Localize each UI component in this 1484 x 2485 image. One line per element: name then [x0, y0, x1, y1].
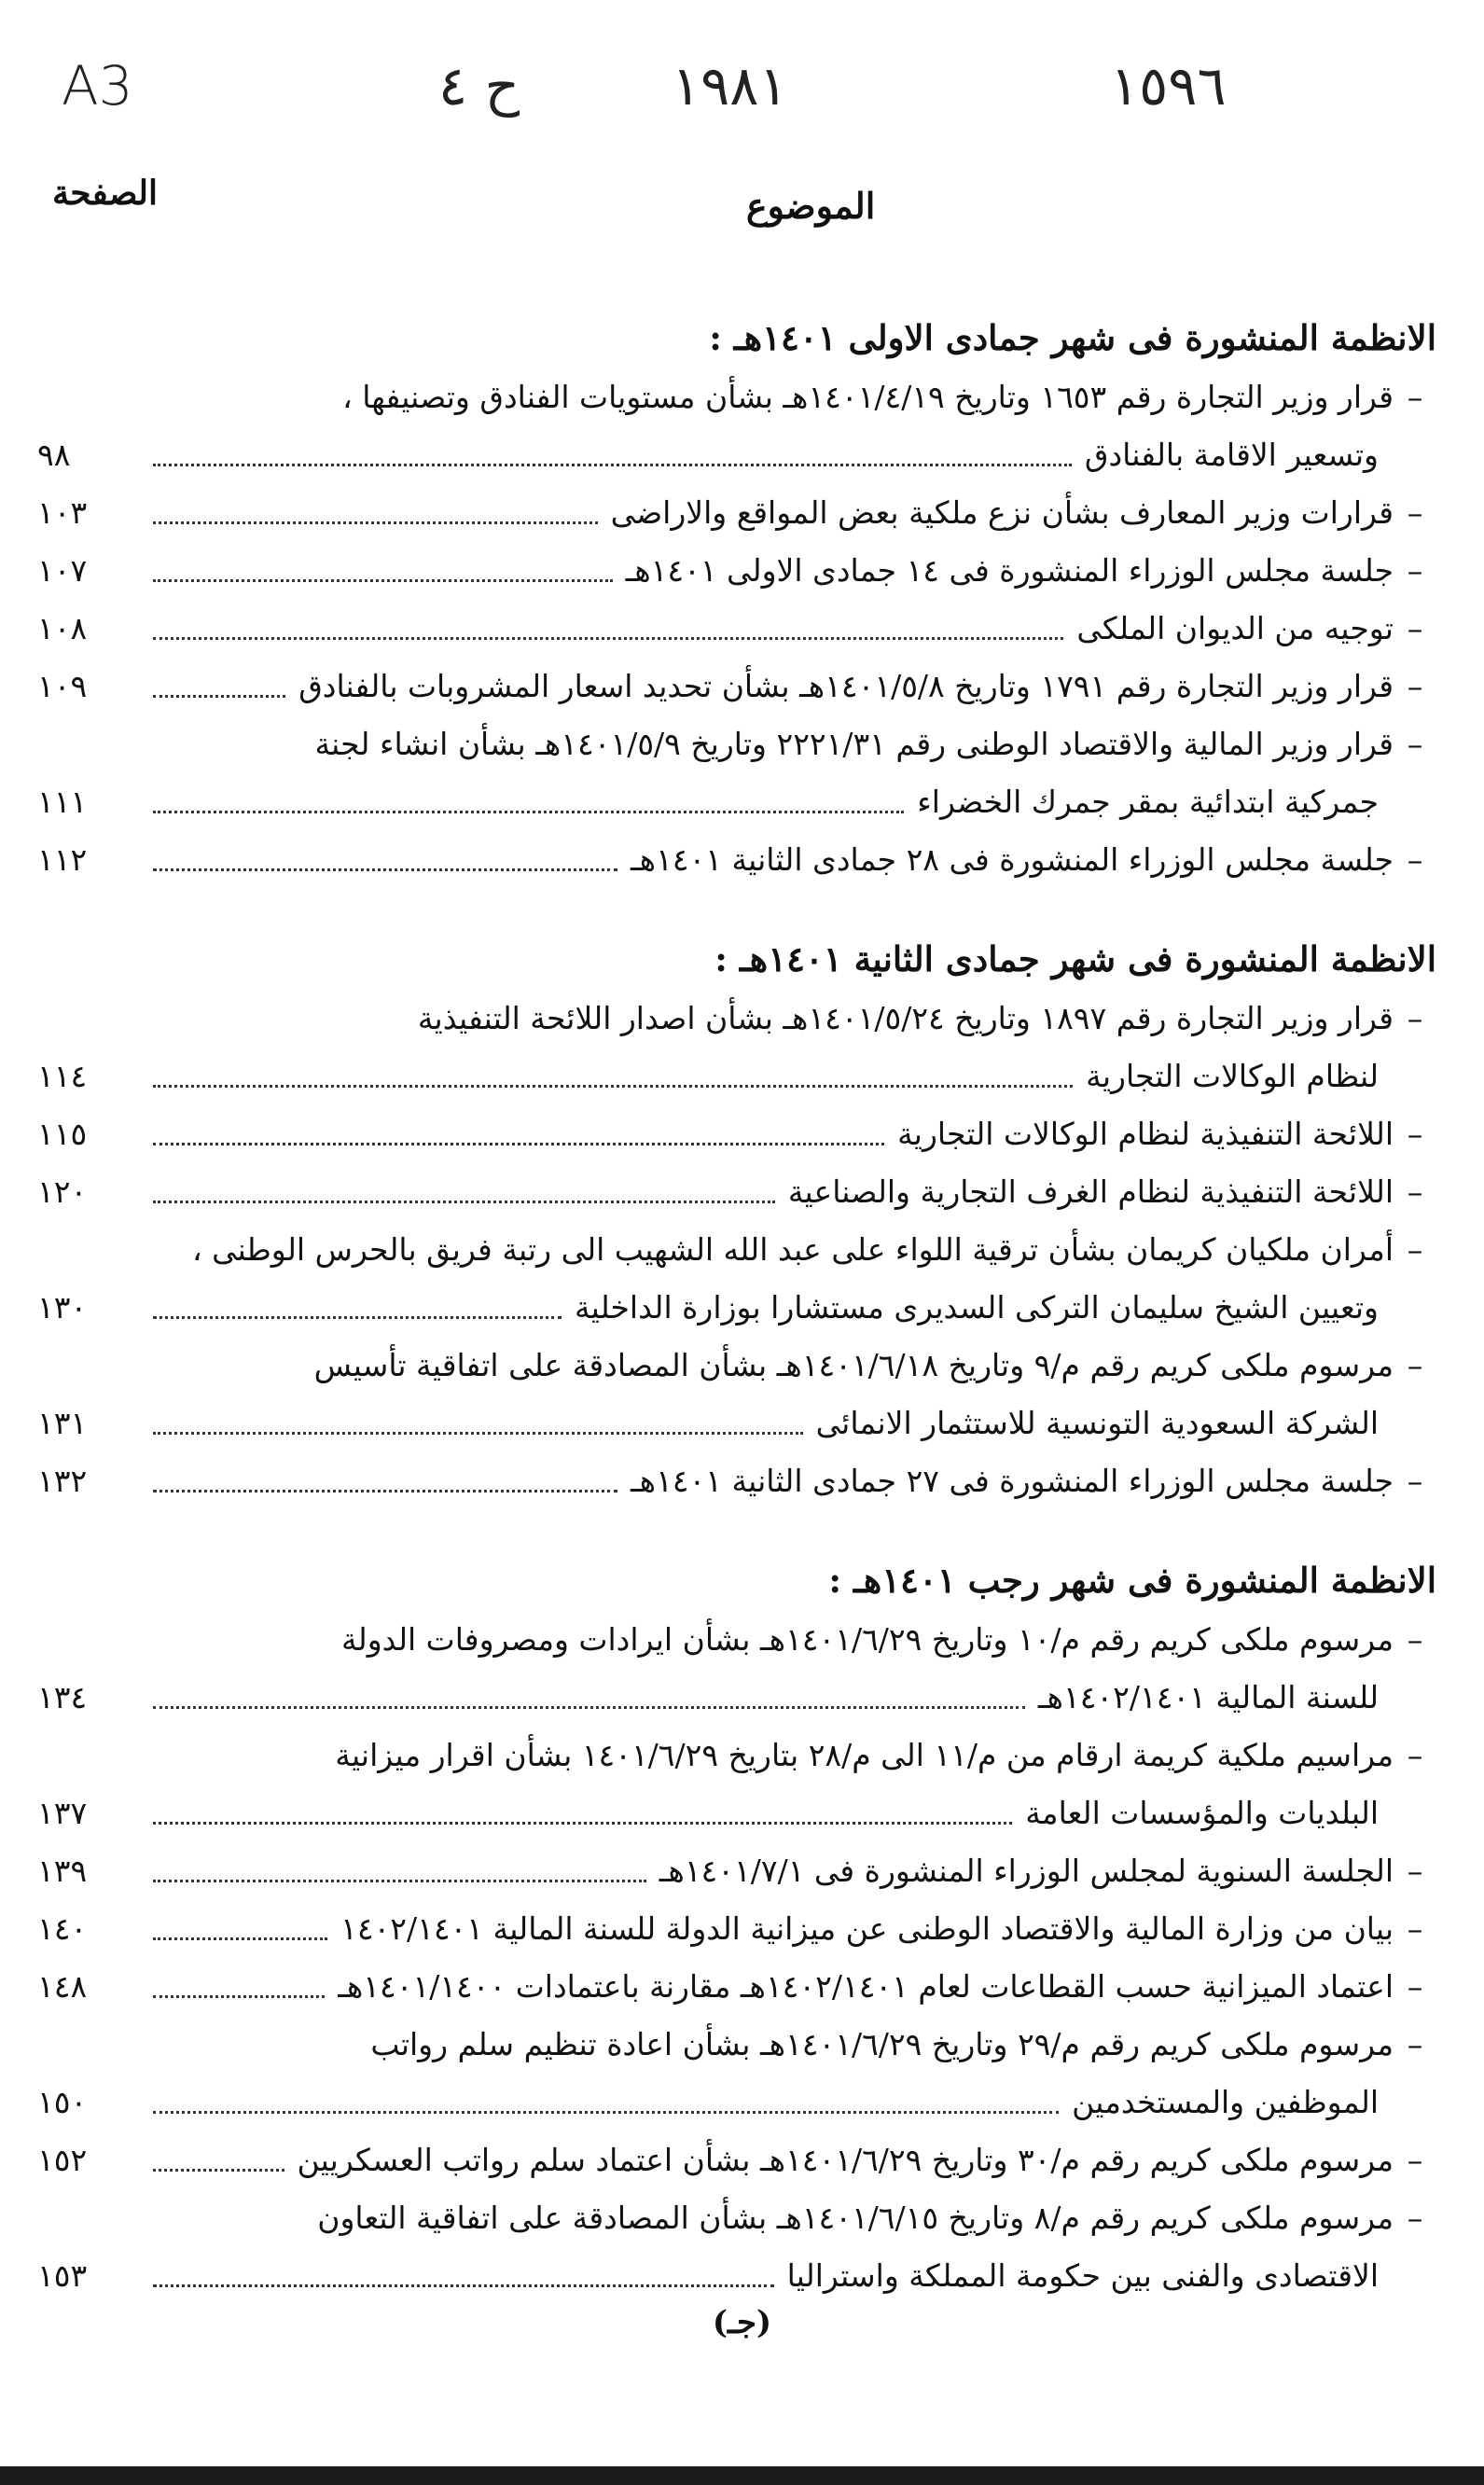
toc-entry-text: الموظفين والمستخدمين	[1072, 2084, 1379, 2120]
bullet-dash: –	[1407, 1173, 1423, 1210]
toc-section	[37, 312, 1436, 889]
page-number: ١٢٠	[37, 1173, 88, 1210]
toc-entry-line	[37, 1611, 1436, 1669]
dot-leader	[153, 521, 598, 524]
toc-entry-text: قرار وزير التجارة رقم ١٦٥٣ وتاريخ ١٤٠١/٤/١٩هـ بشأن مستويات الفنادق وتصنيفها ،	[342, 379, 1394, 415]
page-number: ١٣٠	[37, 1289, 88, 1326]
page-number: ١٣٤	[37, 1679, 88, 1715]
toc-entry	[37, 2131, 1436, 2189]
toc-entry-line	[37, 1221, 1436, 1279]
bullet-dash: –	[1407, 2026, 1423, 2062]
toc-entry-text: مرسوم ملكى كريم رقم م/٢٩ وتاريخ ١٤٠١/٦/٢٩هـ بشأن اعادة تنظيم سلم رواتب	[370, 2026, 1394, 2062]
toc-entry-text: قرار وزير المالية والاقتصاد الوطنى رقم ٢٢٢١/٣١ وتاريخ ١٤٠١/٥/٩هـ بشأن انشاء لجنة	[314, 726, 1394, 762]
toc-entry-line	[37, 1163, 1436, 1221]
toc-entry	[37, 542, 1436, 600]
toc-entry-text: وتسعير الاقامة بالفنادق	[1084, 437, 1379, 473]
page-number: ١٣٩	[37, 1853, 88, 1889]
toc-section	[37, 1555, 1436, 2305]
toc-entry-line	[37, 484, 1436, 542]
dot-leader	[153, 1489, 617, 1492]
toc-entry-text: مرسوم ملكى كريم رقم م/٩ وتاريخ ١٤٠١/٦/١٨هـ بشأن المصادقة على اتفاقية تأسيس	[313, 1347, 1394, 1383]
bullet-dash: –	[1407, 1347, 1423, 1383]
toc-entry	[37, 658, 1436, 715]
toc-entry-text: جلسة مجلس الوزراء المنشورة فى ٢٧ جمادى الثانية ١٤٠١هـ	[630, 1463, 1394, 1499]
dot-leader	[153, 1431, 803, 1435]
bullet-dash: –	[1407, 1000, 1423, 1036]
toc-entry-text: لنظام الوكالات التجارية	[1086, 1058, 1379, 1094]
page-number: ١٤٨	[37, 1968, 88, 2005]
page-column-header: الصفحة	[52, 174, 158, 213]
dot-leader	[153, 810, 904, 813]
handwritten-part: ح ٤	[438, 54, 520, 118]
bullet-dash: –	[1407, 494, 1423, 531]
bullet-dash: –	[1407, 1853, 1423, 1889]
toc-entry-line	[37, 2247, 1436, 2305]
dot-leader	[153, 1937, 327, 1940]
toc-entry-text: جلسة مجلس الوزراء المنشورة فى ١٤ جمادى الاولى ١٤٠١هـ	[625, 552, 1394, 589]
toc-entry-line	[37, 1669, 1436, 1727]
toc-entry-line	[37, 1900, 1436, 1958]
page-number: ١٥٣	[37, 2257, 88, 2294]
bullet-dash: –	[1407, 726, 1423, 762]
toc-entry	[37, 1727, 1436, 1842]
toc-entry-line	[37, 1105, 1436, 1163]
toc-entry-text: مرسوم ملكى كريم رقم م/٣٠ وتاريخ ١٤٠١/٦/٢٩هـ بشأن اعتماد سلم رواتب العسكريين	[297, 2142, 1394, 2178]
toc-entry	[37, 1337, 1436, 1452]
toc-entry	[37, 1958, 1436, 2016]
toc-entry-line	[37, 990, 1436, 1048]
page-number: ١٠٧	[37, 552, 88, 589]
toc-entry	[37, 990, 1436, 1105]
toc-entry	[37, 2189, 1436, 2305]
page-number: ١١١	[37, 784, 88, 820]
toc-entry	[37, 1105, 1436, 1163]
page-number: ١٣٧	[37, 1795, 88, 1831]
dot-leader	[153, 1994, 325, 1998]
toc-entry-text: اللائحة التنفيذية لنظام الوكالات التجارية	[897, 1116, 1394, 1152]
toc-entry-line	[37, 831, 1436, 889]
section-title: الانظمة المنشورة فى شهر جمادى الثانية ١٤٠١هـ :	[714, 938, 1436, 979]
toc-entry-line	[37, 1452, 1436, 1510]
toc-entry-line	[37, 1048, 1436, 1105]
dot-leader	[153, 694, 285, 698]
handwritten-number: ١٥٩٦	[1110, 54, 1227, 118]
toc-entry	[37, 600, 1436, 658]
page-number: ١٠٩	[37, 668, 88, 704]
toc-entry-text: أمران ملكيان كريمان بشأن ترقية اللواء على عبد الله الشهيب الى رتبة فريق بالحرس الوطنى ،	[191, 1231, 1394, 1268]
dot-leader	[153, 1705, 1025, 1709]
toc-entry-text: بيان من وزارة المالية والاقتصاد الوطنى عن ميزانية الدولة للسنة المالية ١٤٠٢/١٤٠١	[340, 1910, 1394, 1947]
dot-leader	[153, 463, 1072, 466]
subject-column-header: الموضوع	[746, 185, 876, 227]
bullet-dash: –	[1407, 379, 1423, 415]
page-number: ١١٢	[37, 841, 88, 878]
toc-entry-text: الشركة السعودية التونسية للاستثمار الانمائى	[815, 1405, 1379, 1441]
toc-entry	[37, 1452, 1436, 1510]
dot-leader	[153, 1084, 1073, 1088]
toc-entry-text: مرسوم ملكى كريم رقم م/٨ وتاريخ ١٤٠١/٦/١٥هـ بشأن المصادقة على اتفاقية التعاون	[317, 2200, 1394, 2236]
toc-entry	[37, 1900, 1436, 1958]
bullet-dash: –	[1407, 668, 1423, 704]
toc-entry-line	[37, 1337, 1436, 1395]
toc-entry	[37, 831, 1436, 889]
toc-entry-text: قرار وزير التجارة رقم ١٧٩١ وتاريخ ١٤٠١/٥/٨هـ بشأن تحديد اسعار المشروبات بالفنادق	[298, 668, 1394, 704]
page-number: ١٣٢	[37, 1463, 88, 1499]
bullet-dash: –	[1407, 1231, 1423, 1268]
toc-entry	[37, 1842, 1436, 1900]
toc-entry-line	[37, 773, 1436, 831]
toc-entry	[37, 715, 1436, 831]
toc-entry-text: توجيه من الديوان الملكى	[1076, 610, 1394, 646]
toc-entry	[37, 1163, 1436, 1221]
handwritten-year: ١٩٨١	[672, 54, 788, 118]
toc-entry-text: قرارات وزير المعارف بشأن نزع ملكية بعض المواقع والاراضى	[610, 494, 1394, 531]
dot-leader	[153, 2284, 774, 2287]
bullet-dash: –	[1407, 2200, 1423, 2236]
section-title: الانظمة المنشورة فى شهر جمادى الاولى ١٤٠١هـ :	[709, 317, 1436, 358]
scan-bottom-edge	[0, 2466, 1484, 2485]
toc-entry-text: الجلسة السنوية لمجلس الوزراء المنشورة فى ١٤٠١/٧/١هـ	[659, 1853, 1394, 1889]
page-number: ١٣١	[37, 1405, 88, 1441]
toc-entry-line	[37, 1279, 1436, 1337]
toc-entry-line	[37, 600, 1436, 658]
bullet-dash: –	[1407, 841, 1423, 878]
page-footer-marker: (جـ)	[712, 2304, 772, 2341]
table-of-contents	[37, 312, 1436, 2350]
page-number: ١٠٣	[37, 494, 88, 531]
toc-section	[37, 934, 1436, 1510]
toc-entry-line	[37, 2016, 1436, 2074]
page-number: ١١٥	[37, 1116, 88, 1152]
dot-leader	[153, 2168, 284, 2172]
toc-entry-line	[37, 2074, 1436, 2131]
toc-entry-text: جمركية ابتدائية بمقر جمرك الخضراء	[917, 784, 1379, 820]
toc-entry	[37, 484, 1436, 542]
bullet-dash: –	[1407, 1910, 1423, 1947]
toc-entry-line	[37, 426, 1436, 484]
bullet-dash: –	[1407, 1621, 1423, 1658]
toc-entry-text: وتعيين الشيخ سليمان التركى السديرى مستشارا بوزارة الداخلية	[574, 1289, 1379, 1326]
toc-entry	[37, 368, 1436, 484]
toc-entry-line	[37, 1958, 1436, 2016]
toc-entry	[37, 1611, 1436, 1727]
toc-entry	[37, 1221, 1436, 1337]
page-number: ١٥٠	[37, 2084, 88, 2120]
toc-entry-text: جلسة مجلس الوزراء المنشورة فى ٢٨ جمادى الثانية ١٤٠١هـ	[630, 841, 1394, 878]
toc-entry-text: الاقتصادى والفنى بين حكومة المملكة واستراليا	[786, 2257, 1379, 2294]
dot-leader	[153, 578, 613, 582]
toc-entry-line	[37, 715, 1436, 773]
toc-entry-line	[37, 542, 1436, 600]
page-number: ٩٨	[37, 437, 71, 473]
toc-entry-line	[37, 2131, 1436, 2189]
dot-leader	[153, 636, 1063, 640]
bullet-dash: –	[1407, 552, 1423, 589]
toc-entry-text: مرسوم ملكى كريم رقم م/١٠ وتاريخ ١٤٠١/٦/٢٩هـ بشأن ايرادات ومصروفات الدولة	[340, 1621, 1394, 1658]
toc-entry-text: مراسيم ملكية كريمة ارقام من م/١١ الى م/٢٨ بتاريخ ١٤٠١/٦/٢٩ بشأن اقرار ميزانية	[335, 1737, 1394, 1773]
toc-entry	[37, 2016, 1436, 2131]
dot-leader	[153, 868, 617, 871]
bullet-dash: –	[1407, 1116, 1423, 1152]
toc-entry-line	[37, 2189, 1436, 2247]
page-number: ١٥٢	[37, 2142, 88, 2178]
dot-leader	[153, 1142, 884, 1145]
dot-leader	[153, 1315, 562, 1319]
toc-entry-line	[37, 658, 1436, 715]
toc-entry-text: قرار وزير التجارة رقم ١٨٩٧ وتاريخ ١٤٠١/٥/٢٤هـ بشأن اصدار اللائحة التنفيذية	[417, 1000, 1394, 1036]
page-number: ١١٤	[37, 1058, 88, 1094]
page-number: ١٤٠	[37, 1910, 88, 1947]
bullet-dash: –	[1407, 1463, 1423, 1499]
toc-entry-text: للسنة المالية ١٤٠٢/١٤٠١هـ	[1037, 1679, 1379, 1715]
dot-leader	[153, 2110, 1059, 2114]
toc-entry-line	[37, 1395, 1436, 1452]
handwritten-code: A3	[62, 54, 133, 118]
toc-entry-line	[37, 1727, 1436, 1784]
toc-entry-text: اللائحة التنفيذية لنظام الغرف التجارية والصناعية	[787, 1173, 1394, 1210]
dot-leader	[153, 1879, 646, 1882]
page-number: ١٠٨	[37, 610, 88, 646]
toc-entry-line	[37, 368, 1436, 426]
bullet-dash: –	[1407, 1737, 1423, 1773]
toc-entry-line	[37, 1784, 1436, 1842]
toc-entry-text: اعتماد الميزانية حسب القطاعات لعام ١٤٠٢/١٤٠١هـ مقارنة باعتمادات ١٤٠١/١٤٠٠هـ	[338, 1968, 1394, 2005]
bullet-dash: –	[1407, 610, 1423, 646]
bullet-dash: –	[1407, 1968, 1423, 2005]
dot-leader	[153, 1200, 775, 1203]
section-title: الانظمة المنشورة فى شهر رجب ١٤٠١هـ :	[828, 1560, 1436, 1601]
toc-entry-text: البلديات والمؤسسات العامة	[1025, 1795, 1379, 1831]
bullet-dash: –	[1407, 2142, 1423, 2178]
dot-leader	[153, 1821, 1012, 1825]
toc-entry-line	[37, 1842, 1436, 1900]
